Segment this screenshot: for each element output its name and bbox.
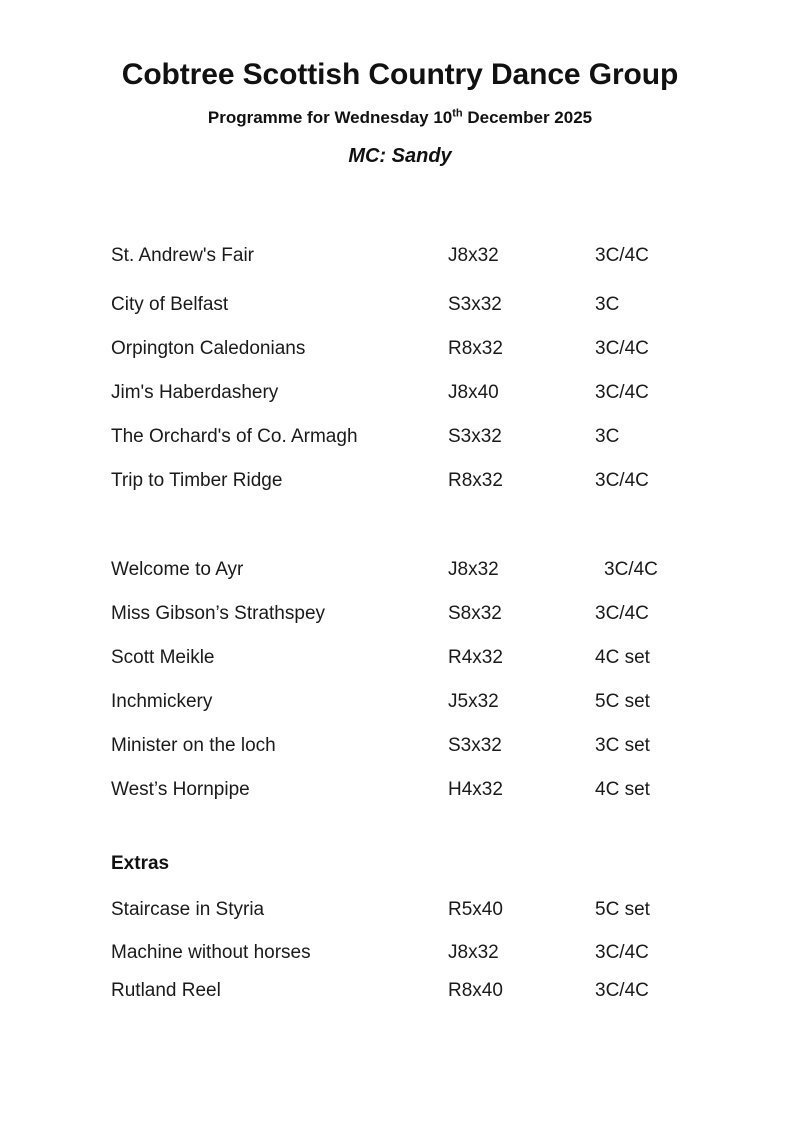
dance-name: City of Belfast — [111, 294, 229, 315]
dance-set: 3C/4C — [595, 338, 649, 359]
table-row — [0, 938, 800, 976]
dance-type: S3x32 — [448, 426, 502, 447]
dance-set: 3C/4C — [595, 382, 649, 403]
dance-type: R5x40 — [448, 899, 503, 920]
extras-spacer — [0, 819, 800, 849]
dance-name: Trip to Timber Ridge — [111, 470, 283, 491]
dance-set: 3C/4C — [595, 980, 649, 1001]
table-row — [0, 466, 800, 510]
dance-set: 5C set — [595, 691, 650, 712]
dance-name: Scott Meikle — [111, 647, 215, 668]
table-row — [0, 643, 800, 687]
dance-set: 3C — [595, 426, 620, 447]
dance-type: J5x32 — [448, 691, 499, 712]
dance-name: Jim's Haberdashery — [111, 382, 279, 403]
mc-line: MC: Sandy — [348, 144, 452, 167]
dance-name: The Orchard's of Co. Armagh — [111, 426, 358, 447]
dance-set: 3C set — [595, 735, 650, 756]
page-title: Cobtree Scottish Country Dance Group — [121, 58, 679, 91]
date-ordinal-suffix: th — [452, 106, 463, 119]
dance-name: Machine without horses — [111, 942, 311, 963]
table-row — [0, 687, 800, 731]
dance-type: H4x32 — [448, 779, 503, 800]
dance-type: S3x32 — [448, 735, 502, 756]
extras-heading — [0, 849, 800, 895]
dance-name: Inchmickery — [111, 691, 213, 712]
table-row — [0, 555, 800, 599]
dance-name: West’s Hornpipe — [111, 779, 250, 800]
dance-name: Staircase in Styria — [111, 899, 265, 920]
table-row — [0, 334, 800, 378]
document-header — [0, 0, 800, 168]
dance-type: R4x32 — [448, 647, 503, 668]
dance-type: R8x32 — [448, 470, 503, 491]
dance-set: 3C/4C — [595, 603, 649, 624]
dance-set: 5C set — [595, 899, 650, 920]
dance-set: 3C — [595, 294, 620, 315]
dance-type: J8x40 — [448, 382, 499, 403]
table-row — [0, 731, 800, 775]
interval-spacer — [0, 510, 800, 555]
table-row — [0, 775, 800, 819]
programme-date-suffix: December 2025 — [462, 107, 593, 127]
dance-set: 3C/4C — [595, 942, 649, 963]
table-row — [0, 599, 800, 643]
table-row — [0, 241, 800, 290]
dance-type: J8x32 — [448, 559, 499, 580]
dance-type: S3x32 — [448, 294, 502, 315]
dance-name: Welcome to Ayr — [111, 559, 244, 580]
dance-name: Minister on the loch — [111, 735, 276, 756]
dance-name: St. Andrew's Fair — [111, 245, 255, 266]
dance-set: 3C/4C — [604, 559, 658, 580]
table-row — [0, 976, 800, 1014]
programme-date-prefix: Programme for Wednesday 10 — [207, 107, 453, 127]
programme-date-line — [0, 93, 800, 128]
dance-type: S8x32 — [448, 603, 502, 624]
dance-type: J8x32 — [448, 942, 499, 963]
table-row — [0, 290, 800, 334]
table-row — [0, 378, 800, 422]
table-row — [0, 422, 800, 466]
table-row — [0, 895, 800, 938]
dance-type: R8x40 — [448, 980, 503, 1001]
dance-name: Rutland Reel — [111, 980, 221, 1001]
dance-name: Orpington Caledonians — [111, 338, 306, 359]
dance-name: Miss Gibson’s Strathspey — [111, 603, 326, 624]
dance-set: 3C/4C — [595, 470, 649, 491]
dance-set: 4C set — [595, 647, 650, 668]
dance-type: J8x32 — [448, 245, 499, 266]
dance-set: 4C set — [595, 779, 650, 800]
programme-list — [0, 241, 800, 1014]
extras-heading-label: Extras — [111, 853, 170, 874]
dance-set: 3C/4C — [595, 245, 649, 266]
dance-type: R8x32 — [448, 338, 503, 359]
